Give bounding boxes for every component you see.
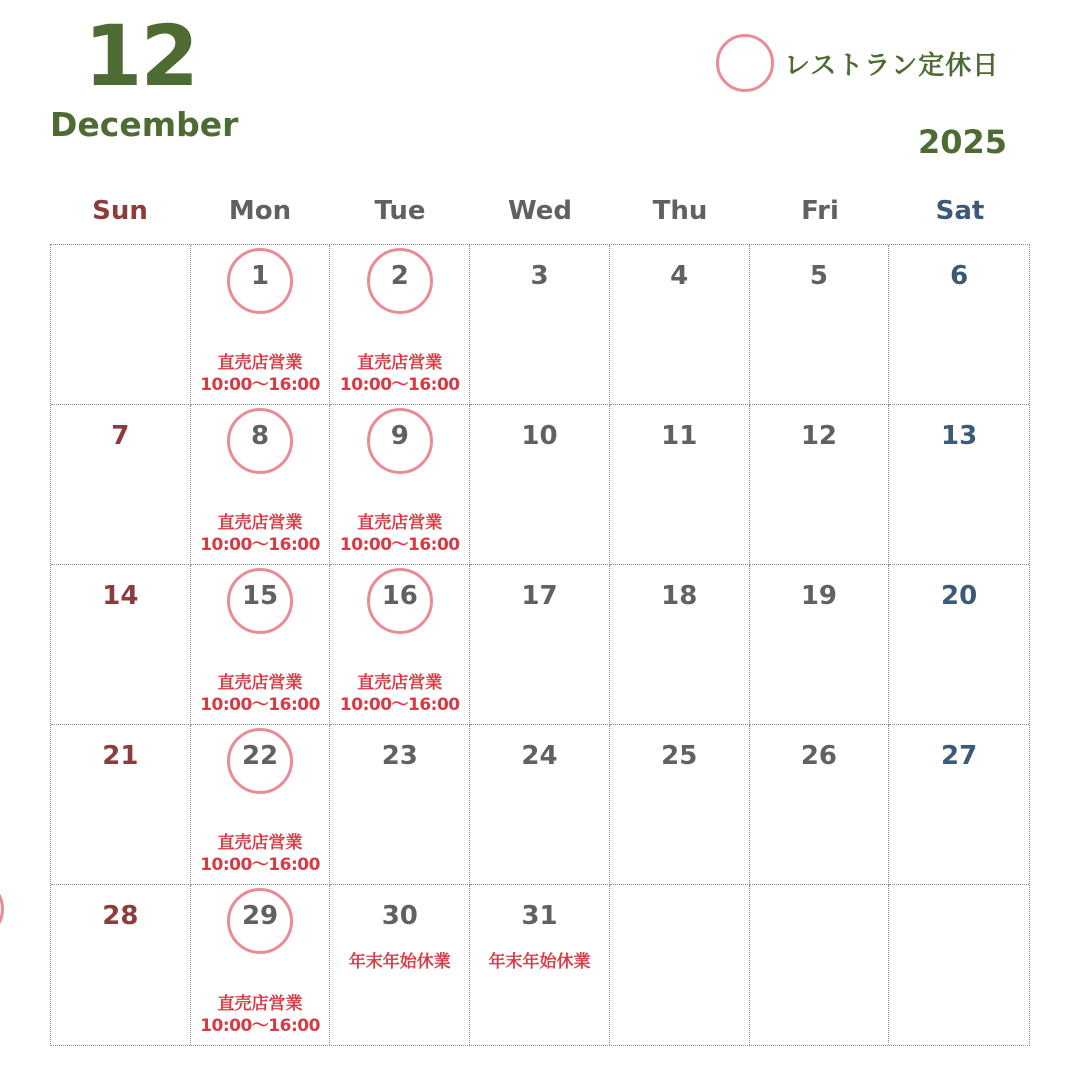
shop-hours-label: 10:00〜16:00 — [339, 535, 460, 555]
day-cell-22 — [191, 725, 331, 885]
legend-circle-icon — [716, 34, 774, 92]
day-number: 21 — [102, 741, 139, 771]
edge-circle-icon — [0, 878, 4, 940]
year-label: 2025 — [918, 123, 1008, 161]
shop-hours-label: 10:00〜16:00 — [200, 855, 320, 875]
weekday-sun: Sun — [92, 196, 148, 226]
day-cell-9 — [330, 405, 470, 565]
day-number: 26 — [800, 741, 838, 771]
day-cell-4 — [610, 245, 750, 405]
day-number: 31 — [521, 901, 558, 931]
day-cell-29 — [191, 885, 331, 1045]
day-cell-1 — [191, 245, 331, 405]
month-number: 12 — [84, 7, 197, 105]
legend-label: レストラン定休日 — [784, 50, 1000, 81]
day-cell-23 — [330, 725, 470, 885]
day-number: 25 — [661, 741, 698, 771]
day-cell-17 — [470, 565, 610, 725]
shop-open-label: 直売店営業 — [217, 833, 303, 853]
day-number: 22 — [241, 741, 279, 771]
day-cell-7 — [51, 405, 191, 565]
day-cell-14 — [51, 565, 191, 725]
day-number: 30 — [381, 901, 418, 931]
day-number: 10 — [521, 421, 558, 451]
day-number: 20 — [941, 581, 978, 611]
day-cell-15 — [191, 565, 331, 725]
calendar-grid — [50, 244, 1030, 1046]
shop-hours-note — [191, 512, 330, 556]
day-cell-21 — [51, 725, 191, 885]
shop-hours-note — [191, 672, 330, 716]
day-cell-20 — [889, 565, 1029, 725]
shop-hours-label: 10:00〜16:00 — [200, 375, 320, 395]
day-cell-27 — [889, 725, 1029, 885]
day-number: 16 — [381, 581, 418, 611]
shop-hours-note — [330, 352, 469, 396]
day-cell-31 — [470, 885, 610, 1045]
day-cell-28 — [51, 885, 191, 1045]
day-number: 2 — [390, 261, 409, 291]
weekday-wed: Wed — [508, 196, 572, 226]
day-number: 13 — [941, 421, 978, 451]
day-number: 12 — [800, 421, 838, 451]
day-cell-30 — [330, 885, 470, 1045]
month-name: December — [50, 105, 239, 144]
day-number: 6 — [950, 261, 969, 291]
shop-open-label: 直売店営業 — [357, 513, 443, 533]
day-number: 15 — [241, 581, 279, 611]
empty-day-cell — [750, 885, 890, 1045]
day-cell-13 — [889, 405, 1029, 565]
shop-open-label: 直売店営業 — [217, 673, 303, 693]
day-cell-2 — [330, 245, 470, 405]
holiday-note: 年末年始休業 — [488, 952, 591, 972]
shop-hours-note — [330, 512, 469, 556]
day-number: 29 — [241, 901, 279, 931]
shop-open-label: 直売店営業 — [217, 994, 303, 1014]
day-number: 4 — [670, 261, 689, 291]
day-number: 3 — [530, 261, 549, 291]
day-number: 7 — [111, 421, 130, 451]
day-number: 19 — [800, 581, 838, 611]
empty-day-cell — [51, 245, 191, 405]
shop-hours-label: 10:00〜16:00 — [200, 1016, 320, 1036]
weekday-thu: Thu — [652, 196, 708, 226]
legend — [716, 34, 999, 92]
shop-open-label: 直売店営業 — [357, 353, 443, 373]
day-cell-18 — [610, 565, 750, 725]
shop-hours-note — [330, 672, 469, 716]
day-cell-24 — [470, 725, 610, 885]
day-cell-25 — [610, 725, 750, 885]
shop-open-label: 直売店営業 — [217, 513, 303, 533]
day-cell-12 — [750, 405, 890, 565]
weekday-mon: Mon — [228, 196, 292, 226]
empty-day-cell — [610, 885, 750, 1045]
weekday-tue: Tue — [374, 196, 426, 226]
weekday-sat: Sat — [935, 196, 985, 226]
day-cell-26 — [750, 725, 890, 885]
day-number: 14 — [102, 581, 139, 611]
day-number: 28 — [102, 901, 139, 931]
day-number: 18 — [661, 581, 698, 611]
day-cell-6 — [889, 245, 1029, 405]
shop-hours-label: 10:00〜16:00 — [339, 695, 460, 715]
holiday-note: 年末年始休業 — [348, 952, 451, 972]
day-number: 24 — [521, 741, 558, 771]
day-cell-19 — [750, 565, 890, 725]
shop-hours-label: 10:00〜16:00 — [200, 535, 320, 555]
day-cell-11 — [610, 405, 750, 565]
day-number: 17 — [521, 581, 558, 611]
shop-open-label: 直売店営業 — [217, 353, 303, 373]
day-number: 11 — [661, 421, 698, 451]
empty-day-cell — [889, 885, 1029, 1045]
day-number: 23 — [381, 741, 418, 771]
day-number: 9 — [390, 421, 409, 451]
day-cell-5 — [750, 245, 890, 405]
day-number: 5 — [809, 261, 828, 291]
day-cell-16 — [330, 565, 470, 725]
shop-hours-note — [191, 352, 330, 396]
day-cell-3 — [470, 245, 610, 405]
shop-hours-note — [191, 832, 330, 876]
day-number: 27 — [941, 741, 978, 771]
shop-hours-label: 10:00〜16:00 — [200, 695, 320, 715]
day-number: 1 — [251, 261, 270, 291]
day-cell-10 — [470, 405, 610, 565]
shop-hours-label: 10:00〜16:00 — [339, 375, 460, 395]
day-number: 8 — [251, 421, 270, 451]
day-cell-8 — [191, 405, 331, 565]
weekday-fri: Fri — [801, 196, 839, 226]
shop-hours-note — [191, 993, 330, 1037]
shop-open-label: 直売店営業 — [357, 673, 443, 693]
weekday-header — [50, 196, 1030, 226]
